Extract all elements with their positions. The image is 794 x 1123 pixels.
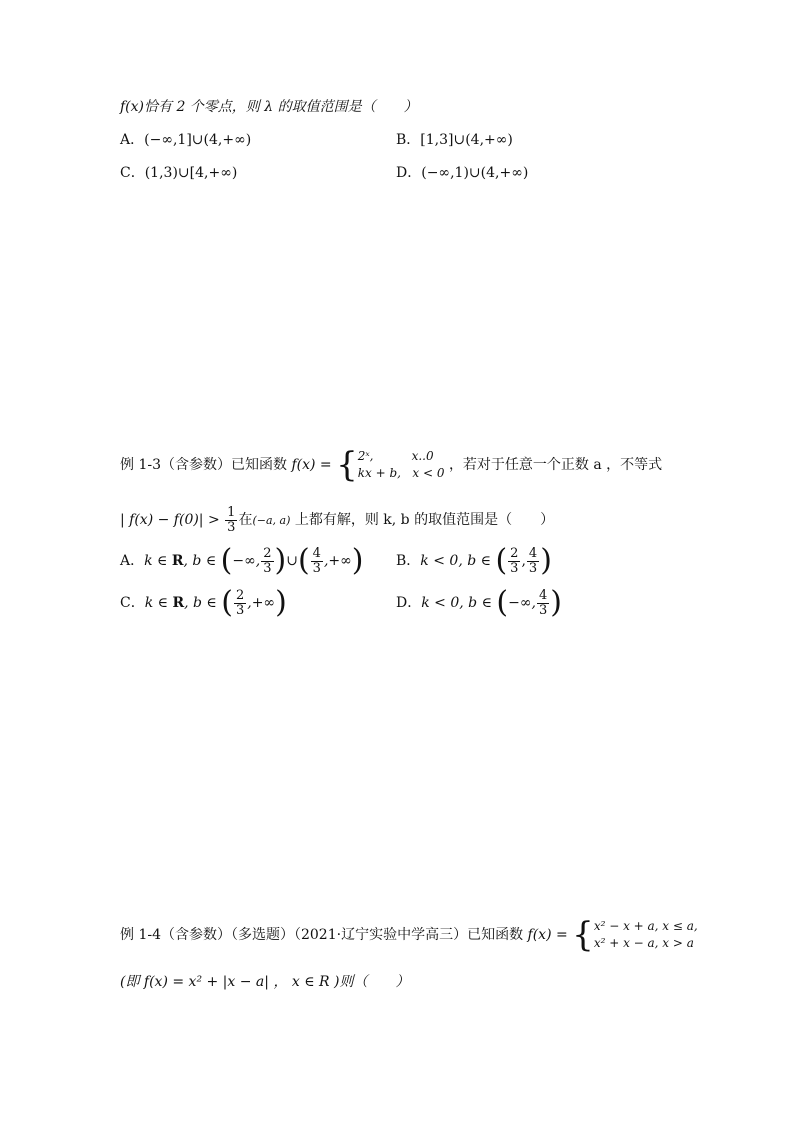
q2-in: 在 bbox=[238, 512, 253, 528]
fraction-numerator: 1 bbox=[227, 504, 236, 520]
option-label: B． bbox=[396, 553, 421, 569]
q1-stem-text: f(x)恰有 2 个零点，则 λ 的取值范围是（ ） bbox=[120, 99, 418, 115]
fraction-numerator: 2 bbox=[263, 545, 272, 561]
fraction bbox=[537, 589, 549, 618]
pos-infinity: ,+∞ bbox=[247, 595, 276, 611]
fraction-denominator: 3 bbox=[528, 560, 538, 576]
fraction-denominator: 3 bbox=[227, 519, 236, 535]
fraction-numerator: 2 bbox=[235, 587, 245, 603]
left-brace: { bbox=[572, 915, 594, 955]
q1-stem bbox=[120, 97, 418, 117]
option-text: (1,3)∪[4,+∞) bbox=[144, 165, 238, 181]
fraction-numerator: 4 bbox=[538, 587, 548, 603]
fraction-numerator: 2 bbox=[510, 545, 519, 561]
q3-note: (即 f(x) = x² + |x − a| ， x ∈ R )则（ ） bbox=[120, 974, 410, 990]
fraction bbox=[527, 547, 539, 576]
left-brace: { bbox=[336, 445, 358, 485]
fraction-denominator: 3 bbox=[538, 602, 548, 618]
q2-suffix: ，若对于任意一个正数 a ，不等式 bbox=[448, 457, 663, 473]
q2-func: f(x) = bbox=[291, 457, 332, 473]
option-text: (−∞,1]∪(4,+∞) bbox=[144, 132, 252, 148]
q1-option-b[interactable] bbox=[396, 130, 513, 150]
fraction bbox=[261, 547, 273, 576]
paren-close: ) bbox=[351, 543, 364, 578]
neg-infinity: −∞, bbox=[508, 595, 536, 611]
fraction-numerator: 4 bbox=[528, 545, 538, 561]
q2-stem-line1 bbox=[120, 445, 663, 485]
fraction-numerator: 4 bbox=[312, 545, 321, 561]
q2-option-a[interactable] bbox=[120, 543, 364, 578]
q3-piecewise bbox=[594, 918, 698, 952]
paren-open: ( bbox=[220, 543, 233, 578]
comma: , bbox=[521, 553, 526, 569]
q1-option-a[interactable] bbox=[120, 130, 251, 150]
q1-option-c[interactable] bbox=[120, 163, 237, 183]
option-label: B． bbox=[396, 132, 421, 148]
option-label: A． bbox=[120, 553, 145, 569]
fraction-denominator: 3 bbox=[510, 560, 519, 576]
paren-close: ) bbox=[275, 585, 287, 620]
q2-c-cond: k ∈ R, b ∈ bbox=[144, 595, 222, 611]
q2-fraction bbox=[225, 506, 237, 535]
q2-option-d[interactable] bbox=[396, 585, 562, 620]
q2-option-c[interactable] bbox=[120, 585, 287, 620]
fraction bbox=[311, 547, 323, 576]
q2-b-cond: k < 0, b ∈ bbox=[420, 553, 496, 569]
q3-stem-line1 bbox=[120, 915, 698, 955]
q2-a-cond: k ∈ R, b ∈ bbox=[144, 553, 221, 569]
q2-case-1: 2ˣ, x..0 bbox=[357, 449, 434, 463]
q3-prefix: 例 1-4（含参数）（多选题）（2021·辽宁实验中学高三）已知函数 bbox=[120, 927, 524, 943]
q2-question: 上都有解，则 k, b 的取值范围是（ ） bbox=[294, 512, 555, 528]
paren-open: ( bbox=[496, 585, 509, 620]
fraction-denominator: 3 bbox=[235, 602, 245, 618]
paren-open: ( bbox=[297, 543, 310, 578]
q2-inequality: | f(x) − f(0)| > bbox=[120, 512, 220, 528]
paren-close: ) bbox=[550, 585, 562, 620]
option-label: C． bbox=[120, 165, 145, 181]
fraction bbox=[508, 547, 520, 576]
fraction bbox=[234, 589, 246, 618]
q2-case-2: kx + b, x < 0 bbox=[357, 466, 445, 480]
q2-d-cond: k < 0, b ∈ bbox=[421, 595, 497, 611]
fraction-denominator: 3 bbox=[263, 560, 272, 576]
option-text: (−∞,1)∪(4,+∞) bbox=[421, 165, 529, 181]
paren-open: ( bbox=[221, 585, 233, 620]
q3-func: f(x) = bbox=[527, 927, 568, 943]
option-label: D． bbox=[396, 595, 422, 611]
option-label: C． bbox=[120, 595, 145, 611]
q2-option-b[interactable] bbox=[396, 543, 552, 578]
option-text: [1,3]∪(4,+∞) bbox=[420, 132, 513, 148]
option-label: A． bbox=[120, 132, 145, 148]
paren-close: ) bbox=[274, 543, 287, 578]
q2-piecewise bbox=[358, 448, 445, 482]
q2-interval: (−a, a) bbox=[252, 514, 291, 527]
paren-close: ) bbox=[540, 543, 552, 578]
q2-prefix: 例 1-3（含参数）已知函数 bbox=[120, 457, 287, 473]
paren-open: ( bbox=[495, 543, 508, 578]
q3-case-1: x² − x + a, x ≤ a, bbox=[593, 919, 698, 933]
union: ∪ bbox=[286, 553, 298, 569]
option-label: D． bbox=[396, 165, 422, 181]
q3-stem-line2 bbox=[120, 972, 410, 992]
neg-infinity: −∞, bbox=[232, 553, 261, 569]
q2-stem-line2 bbox=[120, 505, 554, 536]
q3-case-2: x² + x − a, x > a bbox=[593, 936, 694, 950]
pos-infinity: ,+∞ bbox=[323, 553, 352, 569]
q1-option-d[interactable] bbox=[396, 163, 528, 183]
fraction-denominator: 3 bbox=[312, 560, 321, 576]
